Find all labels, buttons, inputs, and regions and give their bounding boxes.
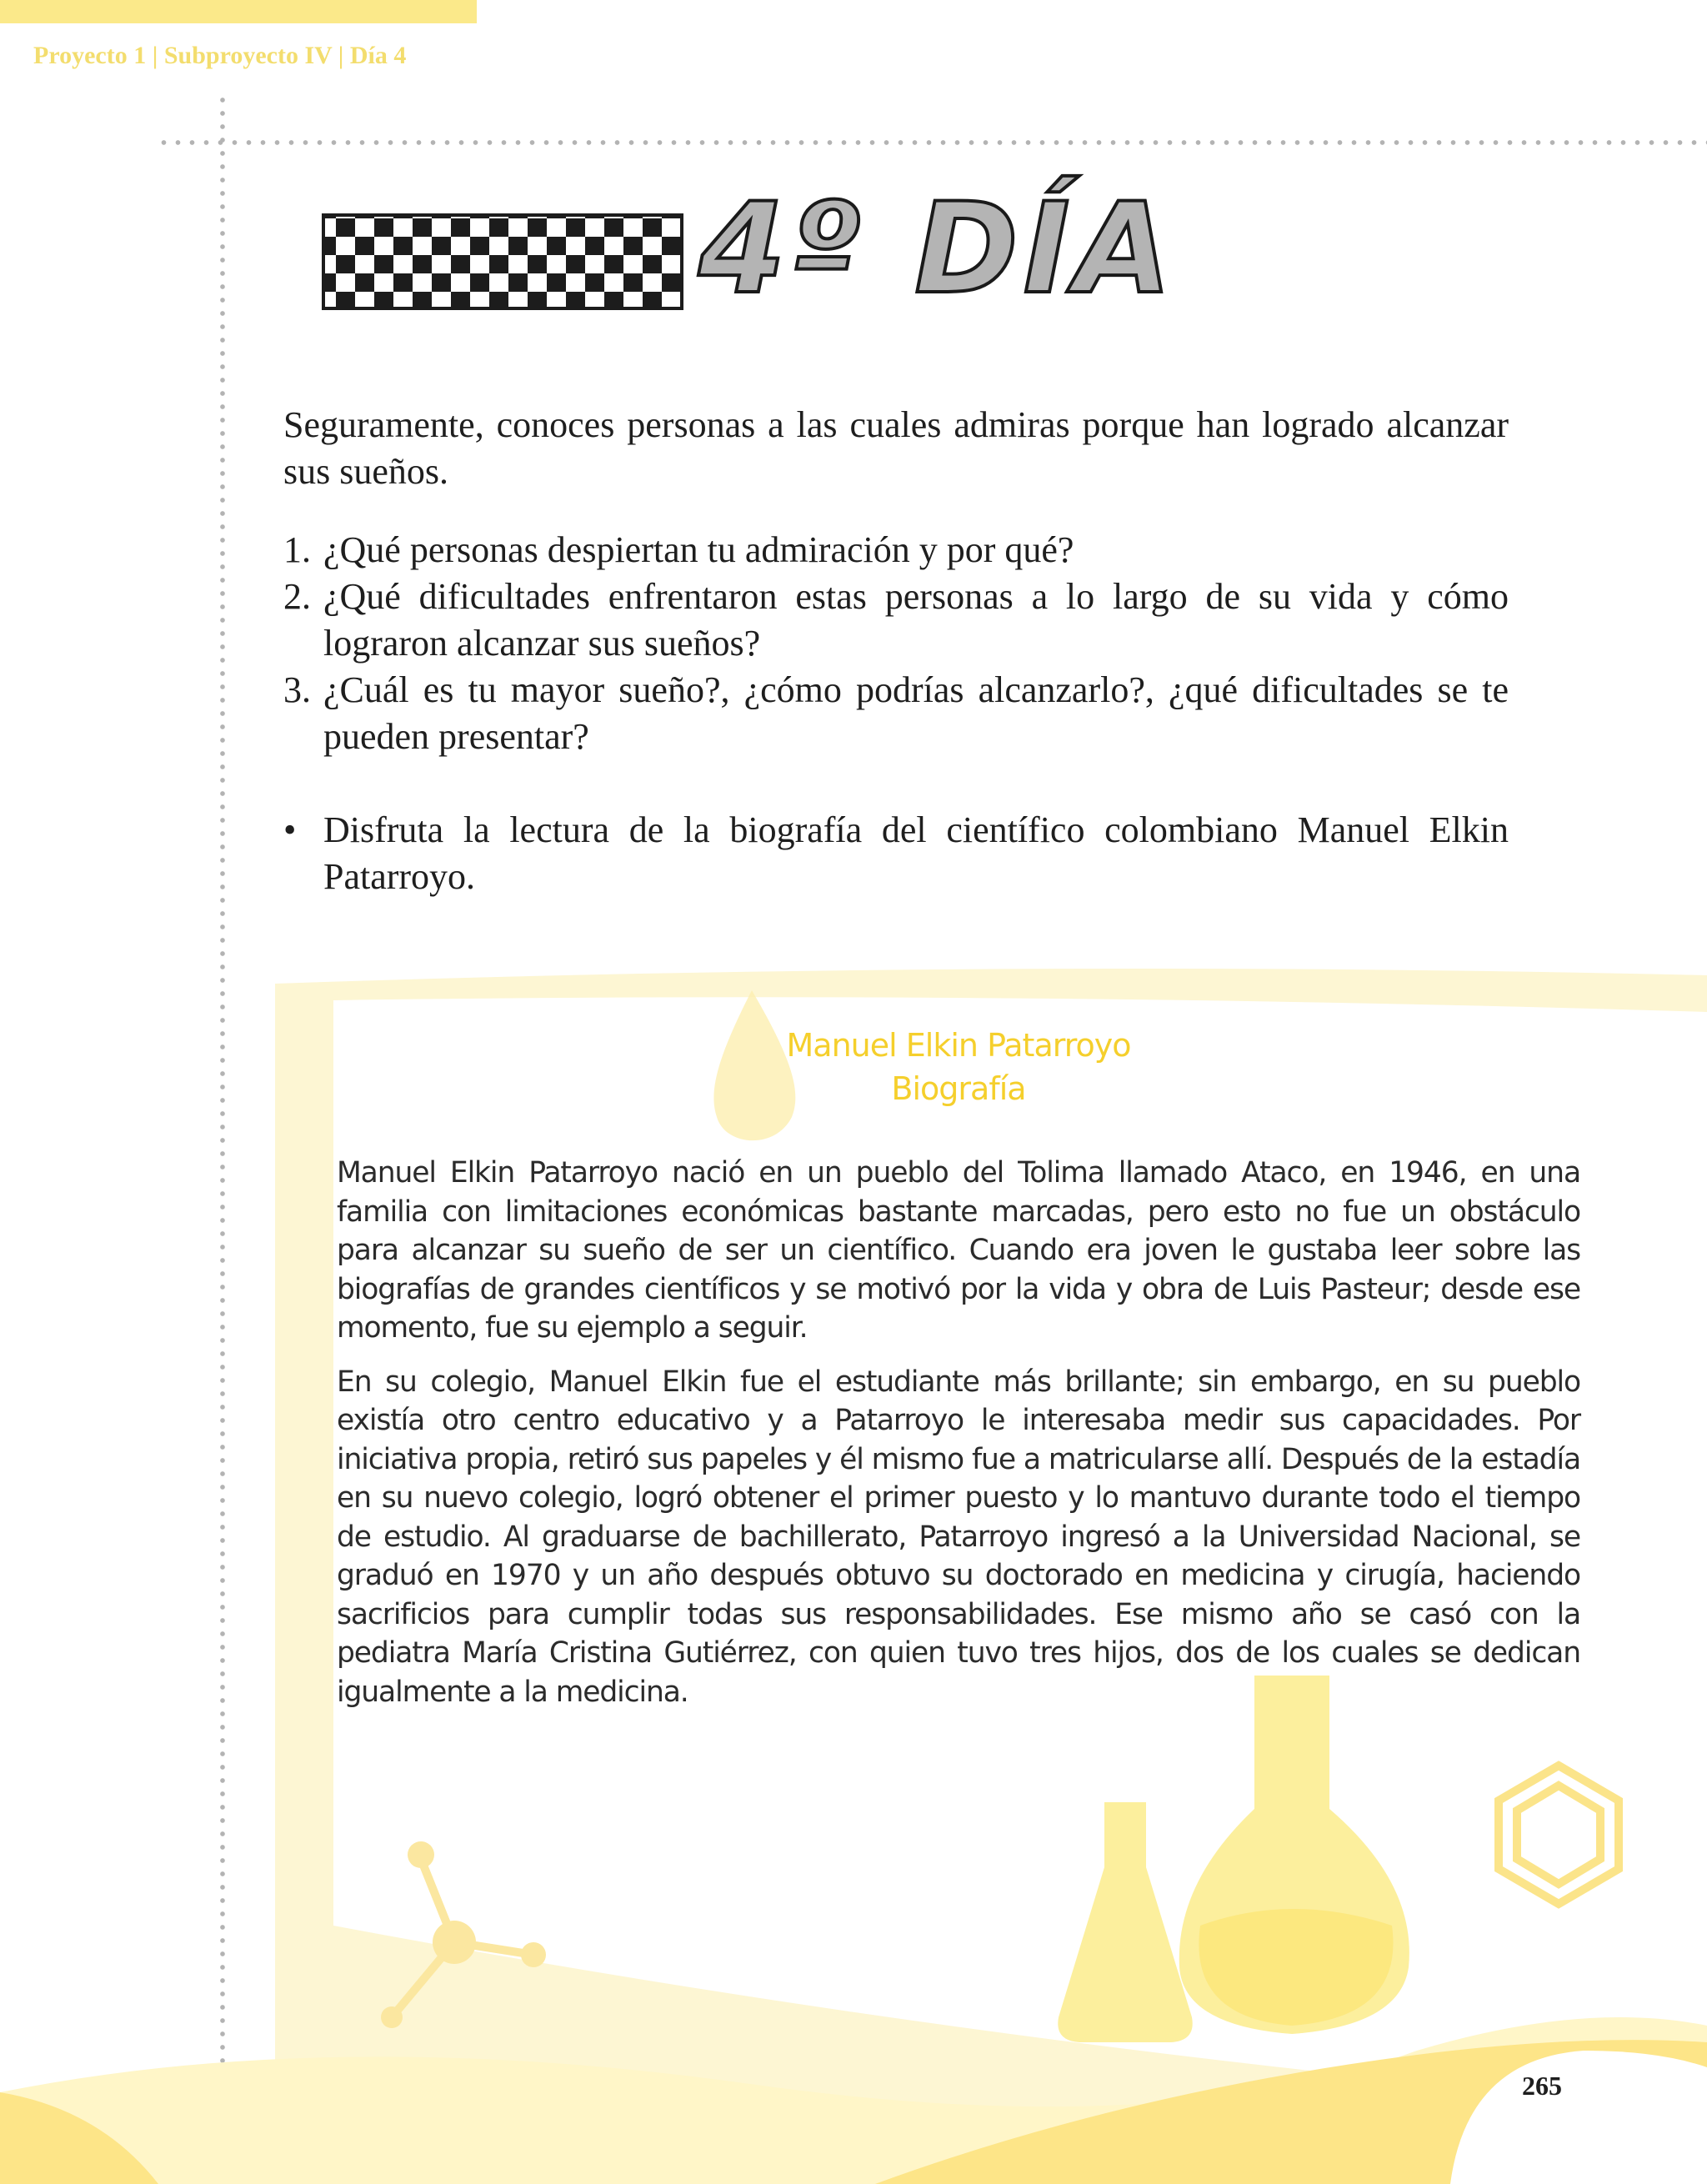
biography-subtitle: Biografía	[891, 1070, 1026, 1107]
dotted-margin-line-horizontal	[157, 140, 1707, 145]
question-list	[283, 527, 1509, 760]
list-item	[283, 667, 1509, 760]
biography-paragraph: Manuel Elkin Patarroyo nació en un pueblo del Tolima llamado Ataco, en 1946, en una familia con limitaciones económicas bastante marcadas, pero esto no fue un obstáculo para alcanzar su sueño de ser un científico. Cuando era joven le gustaba leer sobre las biografías de grandes científicos y se motivó por la vida y obra de Luis Pasteur; desde ese momento, fue su ejemplo a seguir.	[337, 1156, 1580, 1345]
question-text: ¿Qué dificultades enfrentaron estas personas a lo largo de su vida y cómo lograron alcanzar sus sueños?	[323, 576, 1509, 664]
question-number: 2.	[283, 576, 311, 617]
question-text: ¿Qué personas despiertan tu admiración y por qué?	[323, 529, 1074, 570]
list-item	[283, 574, 1509, 667]
frame-left-band	[275, 992, 333, 2034]
question-text: ¿Cuál es tu mayor sueño?, ¿cómo podrías alcanzarlo?, ¿qué dificultades se te pueden presentar?	[323, 669, 1509, 757]
list-item	[283, 527, 1509, 574]
bullet-icon: •	[283, 809, 297, 850]
biography-body	[337, 1154, 1580, 1726]
top-accent-bar	[0, 0, 477, 23]
biography-heading	[708, 1024, 1209, 1110]
page-breadcrumb: Proyecto 1 | Subproyecto IV | Día 4	[33, 42, 407, 69]
reading-instruction-text: Disfruta la lectura de la biografía del científico colombiano Manuel Elkin Patarroyo.	[323, 809, 1509, 897]
reading-instruction	[283, 807, 1509, 900]
question-number: 1.	[283, 529, 311, 570]
main-content	[283, 402, 1509, 900]
biography-title: Manuel Elkin Patarroyo	[786, 1027, 1131, 1064]
question-number: 3.	[283, 669, 311, 710]
intro-paragraph: Seguramente, conoces personas a las cuales admiras porque han logrado alcanzar sus sueños.	[283, 404, 1509, 492]
page-number: 265	[1522, 2071, 1562, 2101]
day-title: 4º DÍA	[698, 177, 1177, 322]
biography-paragraph: En su colegio, Manuel Elkin fue el estudiante más brillante; sin embargo, en su pueblo existía otro centro educativo y a Patarroyo le interesaba medir sus capacidades. Por iniciativa propia, retiró sus papeles y él mismo fue a matricularse allí. Después de la estadía en su nuevo colegio, logró obtener el primer puesto y lo mantuvo durante todo el tiempo de estudio. Al graduarse de bachillerato, Patarroyo ingresó a la Universidad Nacional, se graduó en 1970 y un año después obtuvo su doctorado en medicina y cirugía, haciendo sacrificios para cumplir todas sus responsabilidades. Ese mismo año se casó con la pediatra María Cristina Gutiérrez, con quien tuvo tres hijos, dos de los cuales se dedican igualmente a la medicina.	[337, 1365, 1580, 1709]
